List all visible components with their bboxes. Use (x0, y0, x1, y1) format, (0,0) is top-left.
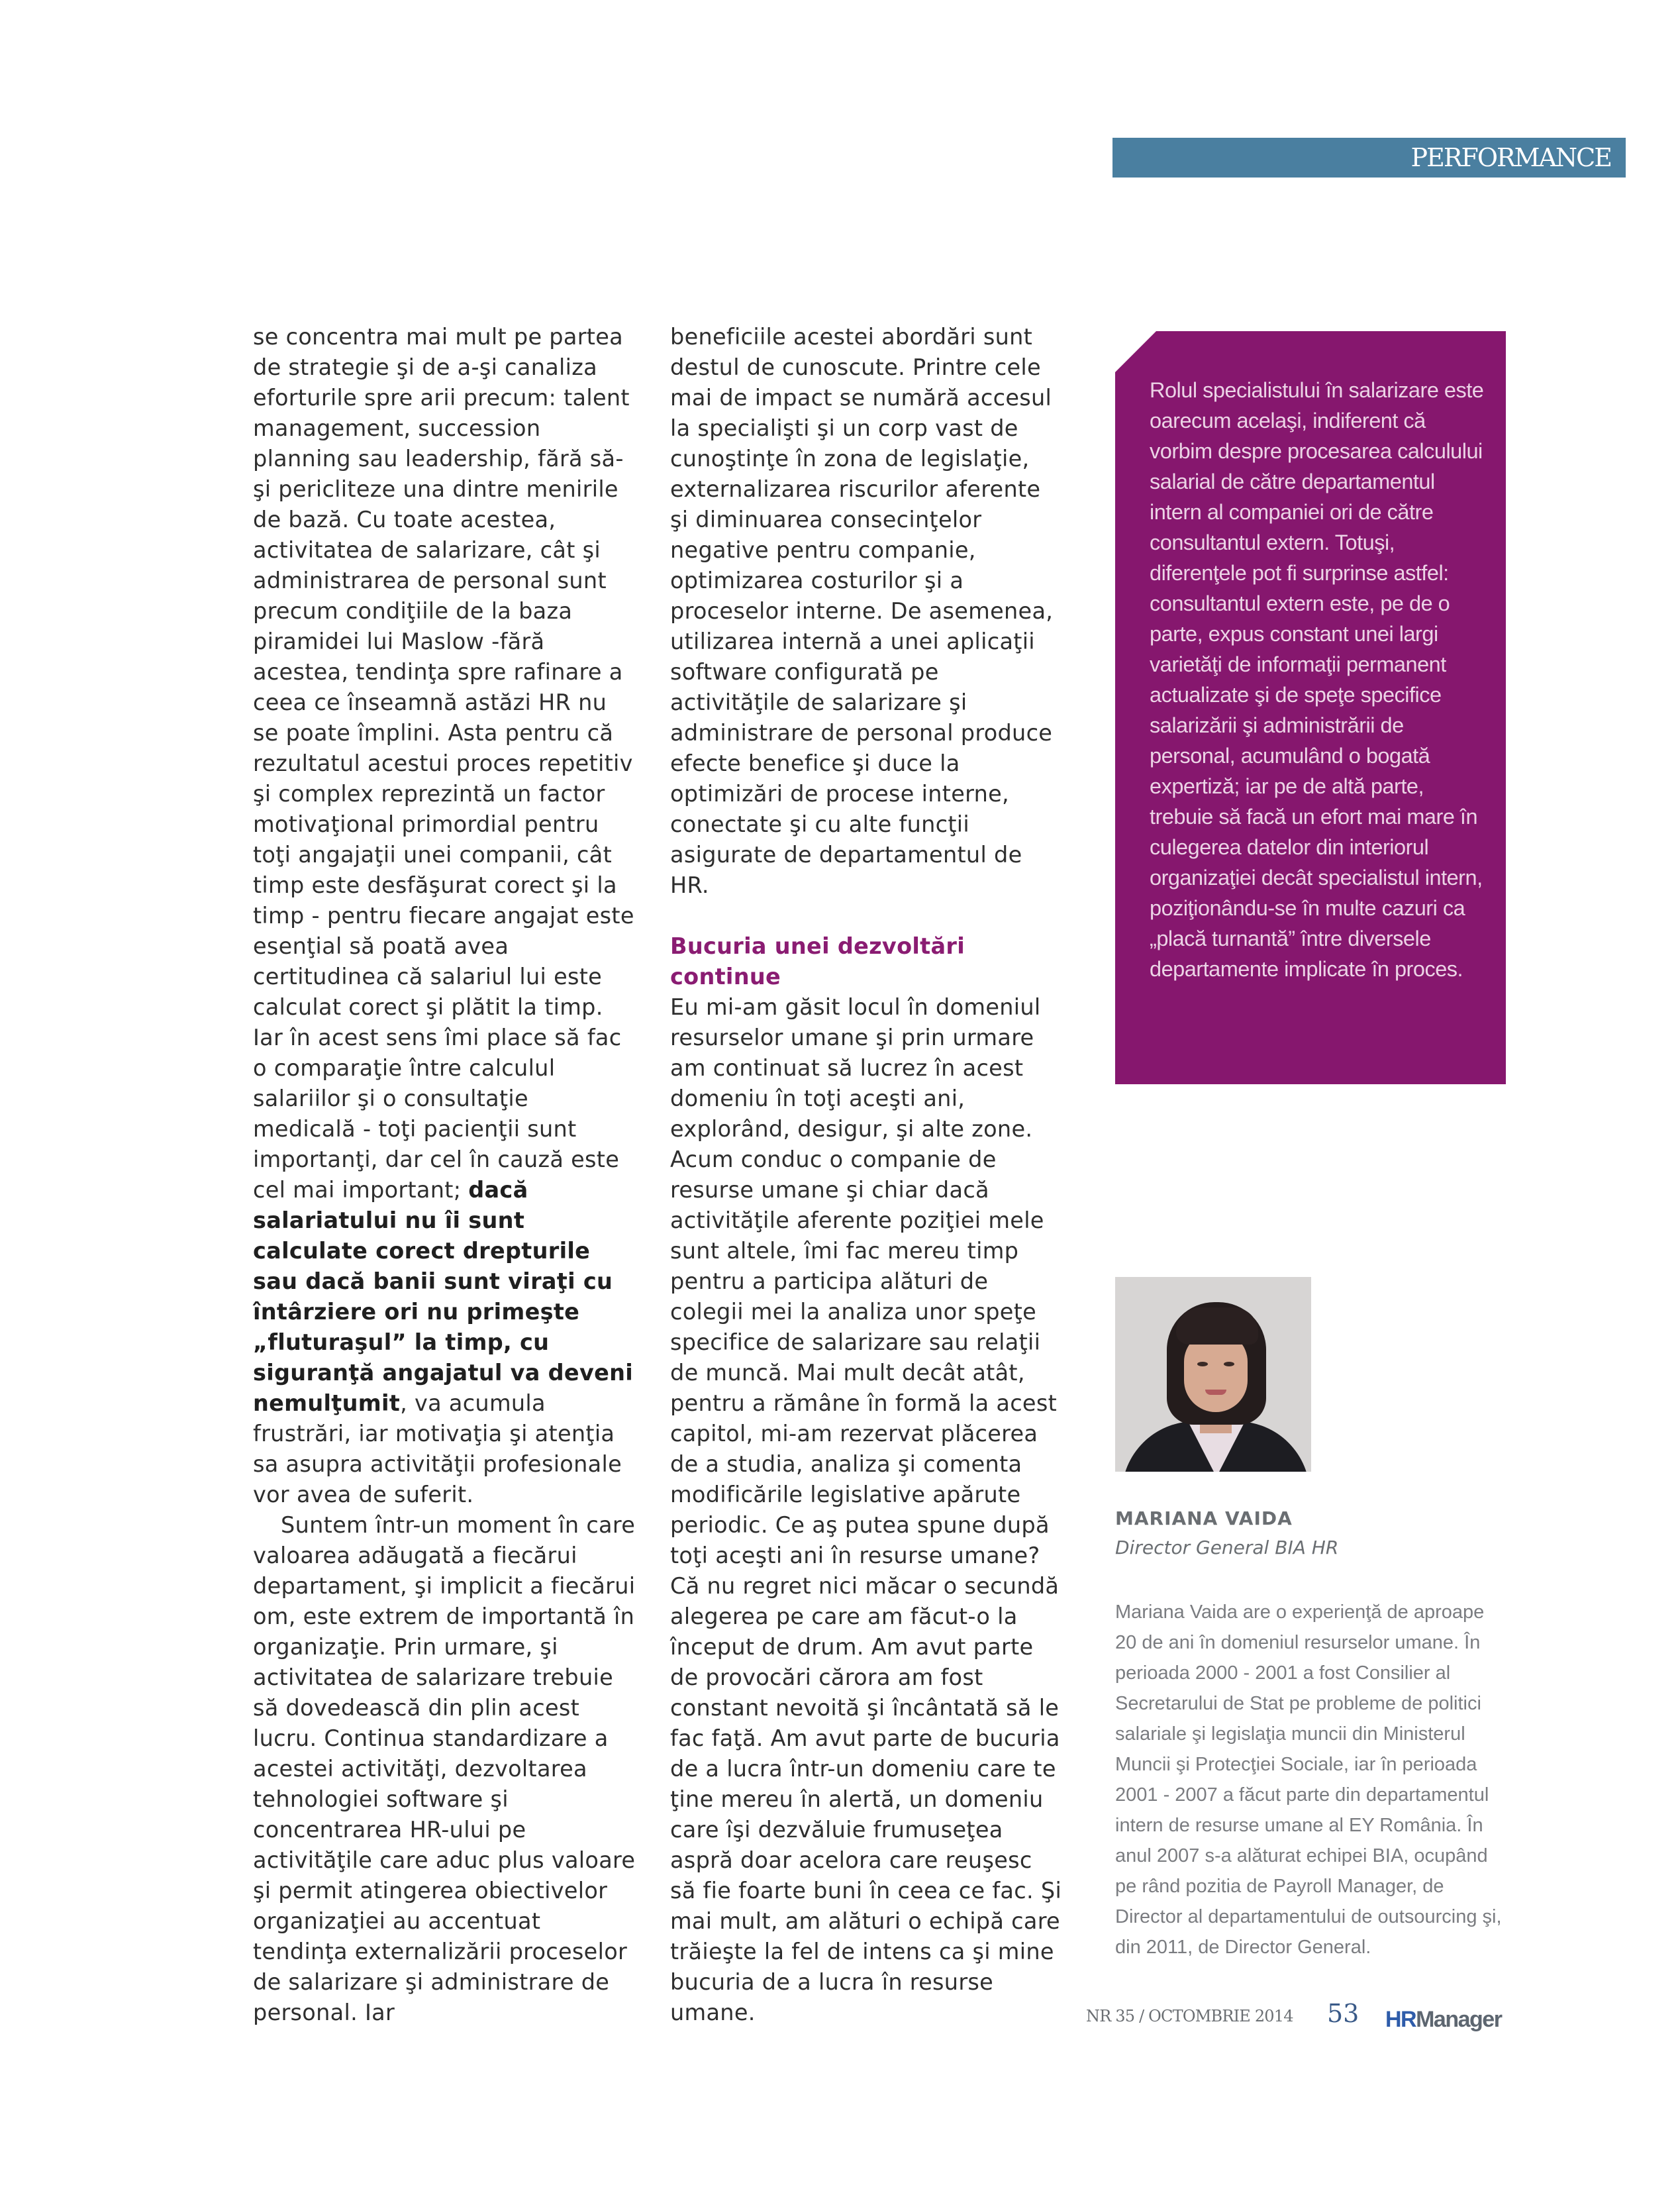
emphasized-text: dacă salariatului nu îi sunt calculate corect drepturile sau dacă banii sunt viraţi cu întârziere ori nu primeşte „fluturaşul” la timp, cu siguranţă angajatul va deveni nemulţumit (253, 1177, 634, 1416)
logo-manager: Manager (1416, 2007, 1502, 2032)
subheading: Bucuria unei dezvoltări continue (670, 933, 965, 990)
pullquote-text: Rolul specialistului în salarizare este oarecum acelaşi, indiferent că vorbim despre procesarea calculului salarial de către departamentul intern al companiei ori de către consultantul extern. Totuşi, diferenţele pot fi surprinse astfel: consultantul extern este, pe de o parte, expus constant unei largi varietăţi de informaţii permanent actualizate şi de speţe specifice salarizării şi administrării de personal, acumulând o bogată expertiză; iar pe de altă parte, trebuie să facă un efort mai mare în culegerea datelor din interiorul organizaţiei decât specialistul intern, poziţionându-se în multe cazuri ca „placă turnantă” între diversele departamente implicate în proces. (1150, 378, 1484, 981)
magazine-logo (1385, 2007, 1501, 2033)
section-tab (1112, 138, 1626, 178)
author-photo (1115, 1277, 1311, 1472)
paragraph-text: se concentra mai mult pe partea de strategie şi de a-şi canaliza eforturile spre arii precum: talent management, succession planning sau leadership, fără să-şi pericliteze una dintre menirile de bază. Cu toate acestea, activitatea de salarizare, cât şi administrarea de personal sunt precum condiţiile de la baza piramidei lui Maslow -fără acestea, tendinţa spre rafinare a ceea ce înseamnă astăzi HR nu se poate împlini. Asta pentru că rezultatul acestui proces repetitiv şi complex reprezintă un factor motivaţional primordial pentru toţi angajaţii unei companii, cât timp este desfăşurat corect şi la timp - pentru fiecare angajat este esenţial să poată avea certitudinea că salariul lui este calculat corect şi plătit la timp. Iar în acest sens îmi place să fac o comparaţie între calculul salariilor şi o consultaţie medicală - toţi pacienţii sunt importanţi, dar cel în cauză este cel mai important; (253, 324, 634, 1203)
issue-label: NR 35 / OCTOMBRIE 2014 (1086, 2007, 1293, 2025)
logo-hr: HR (1385, 2007, 1416, 2032)
paragraph (253, 322, 637, 1510)
author-bio: Mariana Vaida are o experienţă de aproape 20 de ani în domeniul resurselor umane. În perioada 2000 - 2001 a fost Consilier al Secretarului de Stat pe probleme de politici salariale şi legislaţia muncii din Ministerul Muncii şi Protecţiei Sociale, iar în perioada 2001 - 2007 a făcut parte din departamentul intern de resurse umane al EY România. În anul 2007 s-a alăturat echipei BIA, ocupând pe rând pozitia de Payroll Manager, de Director al departamentului de outsourcing şi, din 2011, de Director General. (1115, 1602, 1502, 1958)
author-role: Director General BIA HR (1115, 1537, 1339, 1558)
paragraph: beneficiile acestei abordări sunt destul de cunoscute. Printre cele mai de impact se numără accesul la specialişti şi un corp vast de cunoştinţe în zona de legislaţie, externalizarea riscurilor aferente şi diminuarea consecinţelor negative pentru companie, optimizarea costurilor şi a proceselor interne. De asemenea, utilizarea internă a unei aplicaţii software configurată pe activităţile de salarizare şi administrare de personal produce efecte benefice şi duce la optimizări de procese interne, conectate şi cu alte funcţii asigurate de departamentul de HR. (670, 324, 1054, 898)
section-label: PERFORMANCE (1410, 143, 1611, 172)
author-name: MARIANA VAIDA (1115, 1507, 1293, 1529)
paragraph: Eu mi-am găsit locul în domeniul resurselor umane şi prin urmare am continuat să lucrez în acest domeniu în toţi aceşti ani, explorând, desigur, şi alte zone. Acum conduc o companie de resurse umane şi chiar dacă activităţile aferente poziţiei mele sunt altele, îmi fac mereu timp pentru a participa alături de colegii mei la analiza unor speţe specifice de salarizare sau relaţii de muncă. Mai mult decât atât, pentru a rămâne în formă la acest capitol, mi-am rezervat plăcerea de a studia, analiza şi comenta modificările legislative apărute periodic. Ce aş putea spune după toţi aceşti ani în resurse umane? Că nu regret nici măcar o secundă alegerea pe care am făcut-o la început de drum. Am avut parte de provocări cărora am fost constant nevoită şi încântată să le fac faţă. Am avut parte de bucuria de a lucra într-un domeniu care te ţine mereu în alertă, un domeniu care îşi dezvăluie frumuseţea aspră doar acelora care reuşesc să fie foarte buni în ceea ce fac. Şi mai mult, am alături o echipă care trăieşte la fel de intens ca şi mine bucuria de a lucra în resurse umane. (670, 994, 1062, 2025)
page-number: 53 (1327, 1999, 1359, 2028)
article-column-1 (253, 322, 637, 2028)
paragraph: Suntem într-un moment în care valoarea adăugată a fiecărui departament, şi implicit a fiecărui om, este extrem de importantă în organizaţie. Prin urmare, şi activitatea de salarizare trebuie să dovedească din plin acest lucru. Continua standardizare a acestei activităţi, dezvoltarea tehnologiei software şi concentrarea HR-ului pe activităţile care aduc plus valoare şi permit atingerea obiectivelor organizaţiei au accentuat tendinţa externalizării proceselor de salarizare şi administrare de personal. Iar (253, 1512, 636, 2025)
paragraph-text: , va acumula frustrări, iar motivaţia şi atenţia sa asupra activităţii profesionale vor avea de suferit. (253, 1390, 622, 1507)
article-column-2 (670, 322, 1064, 2028)
